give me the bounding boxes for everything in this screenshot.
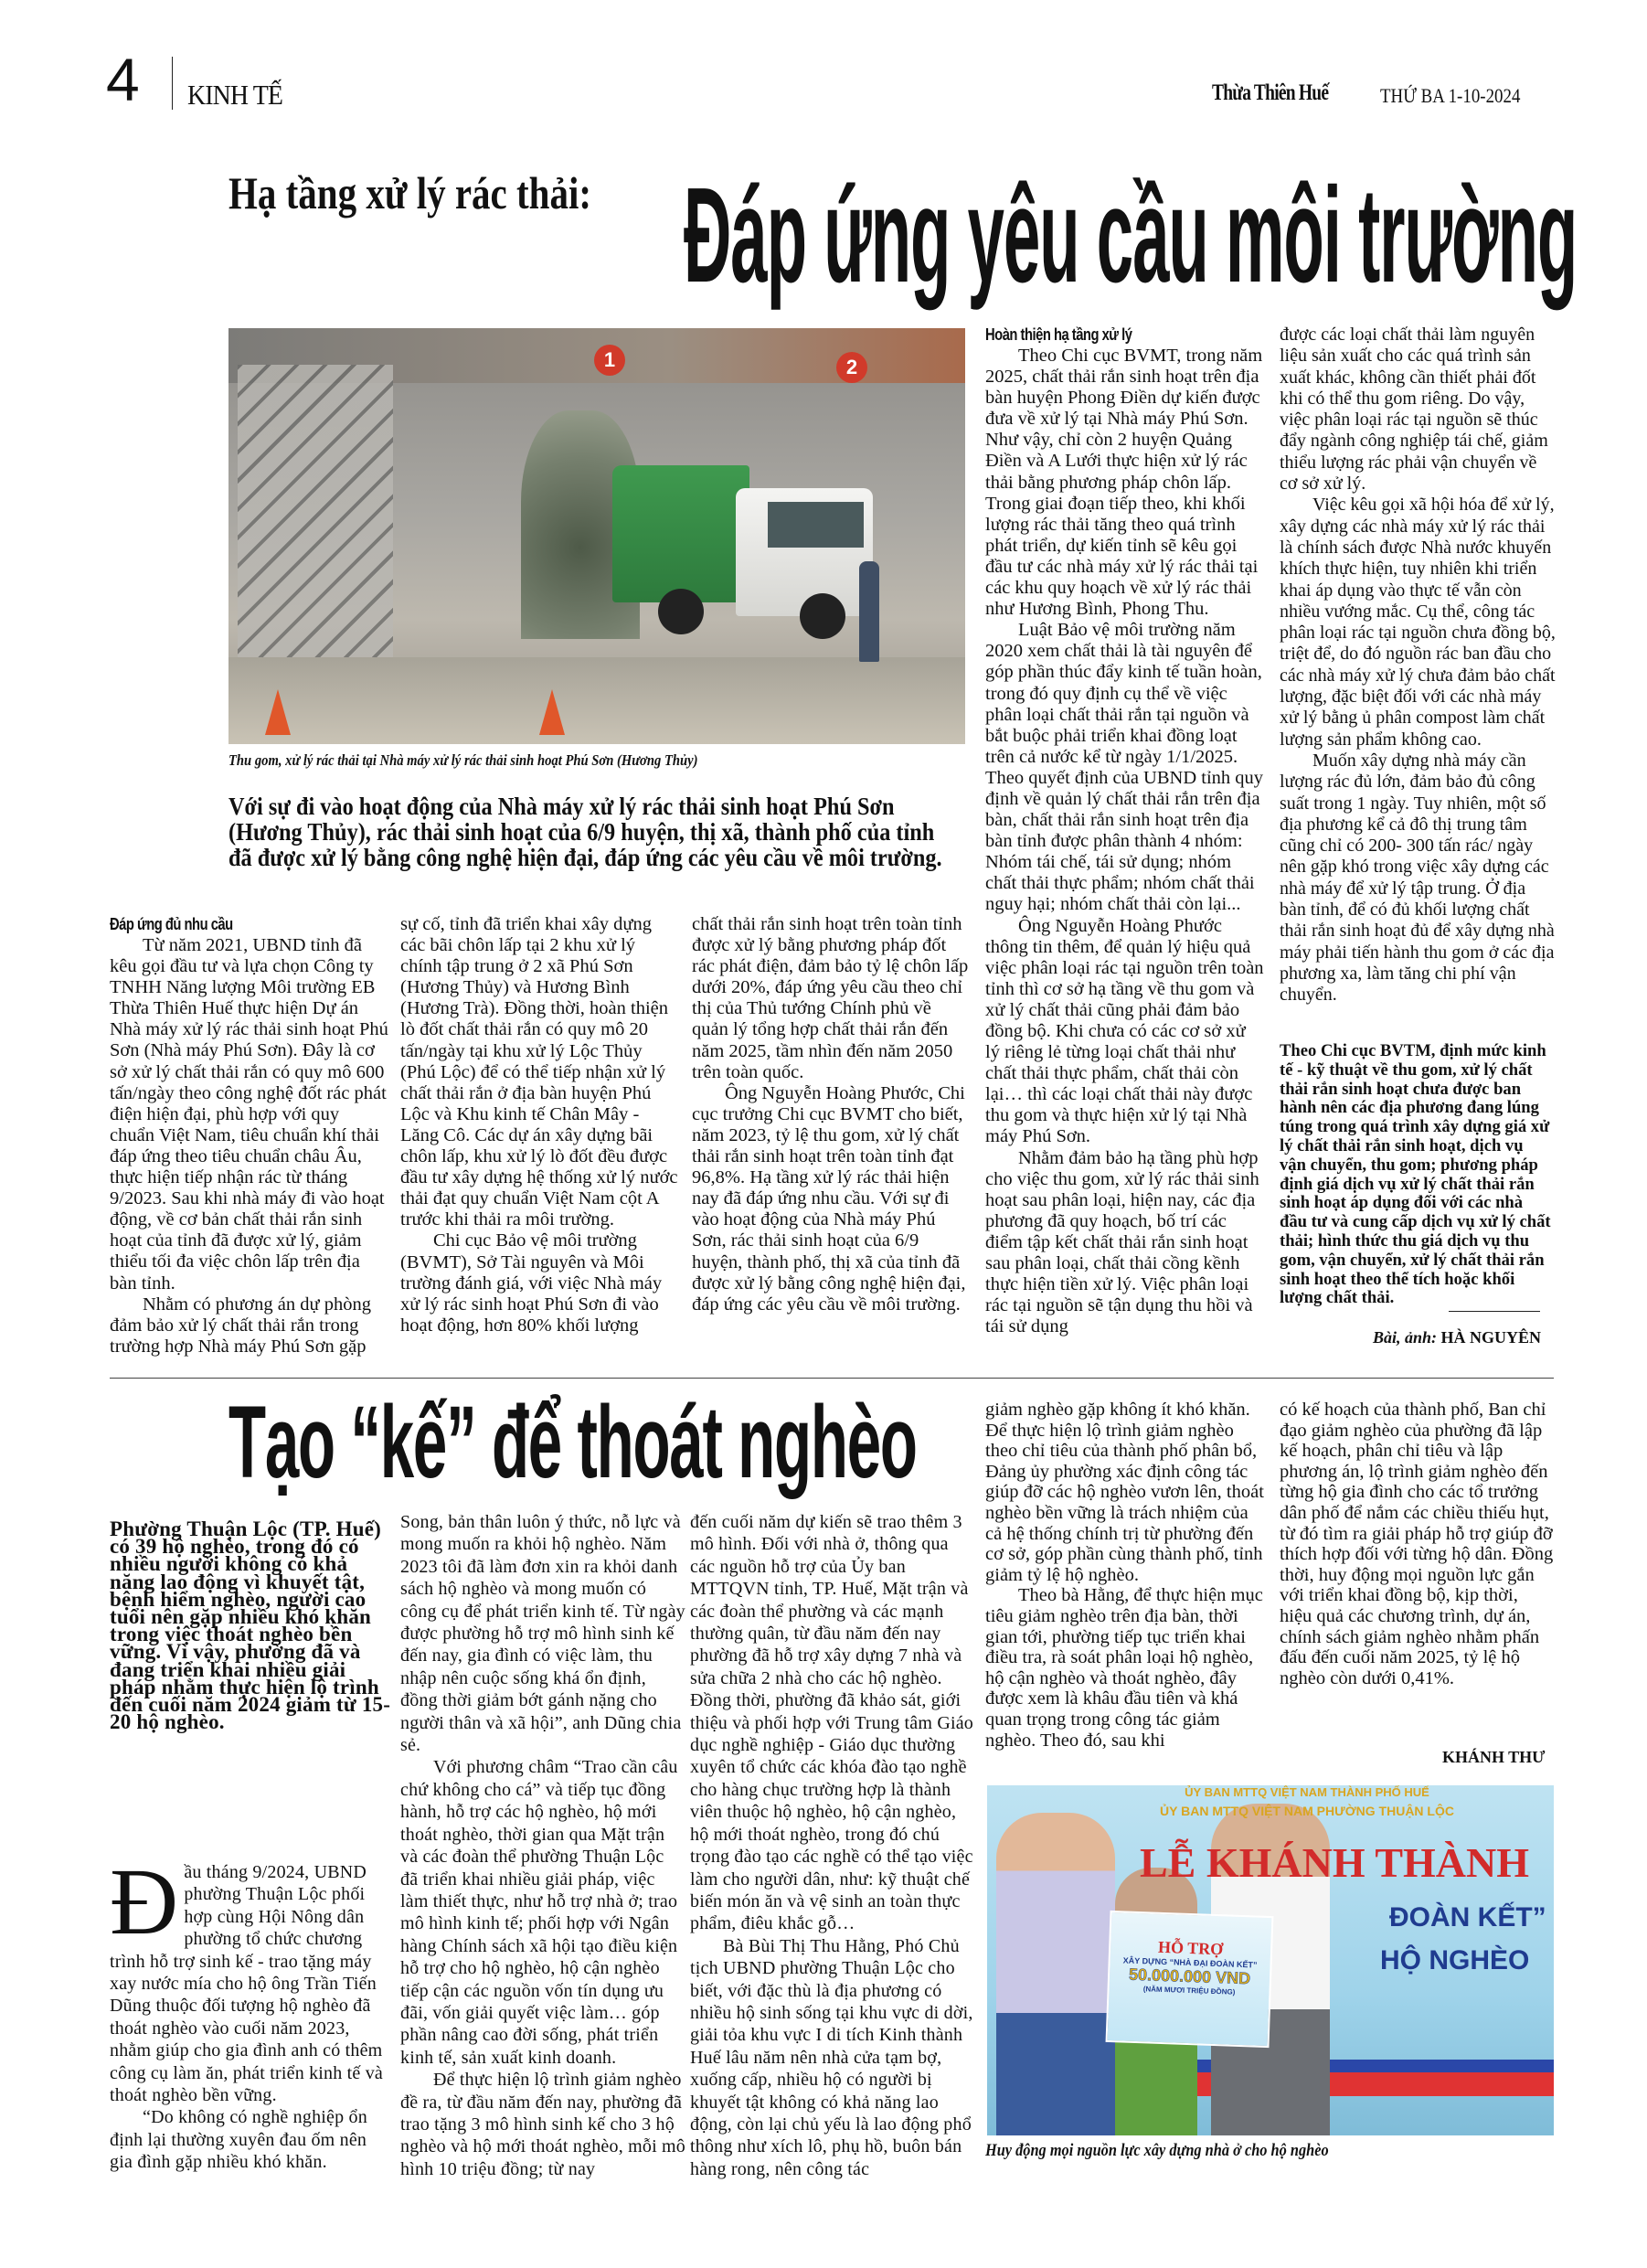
paragraph: có kế hoạch của thành phố, Ban chỉ đạo giảm nghèo của phường đã lập kế hoạch, phân chỉ tiêu và lập phương án, lộ trình giảm nghèo đến từng hộ gia đình cho các tổ trưởng dân phố để nắm các chiều thiếu hụt, từ đó tìm ra giải pháp hỗ trợ giúp đỡ thích hợp đối với từng hộ dân. Đồng thời, huy động mọi nguồn lực gắn với triển khai đồng bộ, kịp thời, hiệu quả các chương trình, dự án, chính sách giảm nghèo nhằm phấn đấu đến cuối năm 2025, tỷ lệ hộ nghèo còn dưới 0,41%. [1280, 1400, 1554, 1688]
sign-amount: 50.000.000 VND [1128, 1965, 1251, 1988]
article2-byline: KHÁNH THƯ [1442, 1748, 1546, 1766]
article2-column-2 [400, 1511, 685, 2180]
page-number: 4 [106, 46, 140, 113]
column-subheading: Đáp ứng đủ nhu cầu [110, 915, 233, 933]
banner-title: LỄ KHÁNH THÀNH [1140, 1839, 1529, 1886]
byline-label: Bài, ảnh: [1373, 1328, 1438, 1347]
banner-sub-2: HỘ NGHÈO [1380, 1945, 1530, 1975]
article1-title: Đáp ứng yêu cầu môi trường [684, 160, 1578, 311]
sign-words: (NĂM MƯƠI TRIỆU ĐỒNG) [1142, 1985, 1236, 1996]
paragraph: đến cuối năm dự kiến sẽ trao thêm 3 mô hình. Đối với nhà ở, thông qua các nguồn hỗ trợ của Ủy ban MTTQVN tỉnh, TP. Huế, Mặt trận và các đoàn thể phường và các mạnh thường quân, từ đầu năm đến nay phường đã hỗ trợ xây dựng 7 nhà và sửa chữa 2 nhà cho các hộ nghèo. Đồng thời, phường đã khảo sát, giới thiệu và phối hợp với Trung tâm Giáo dục nghề nghiệp - Giáo dục thường xuyên tổ chức các khóa đào tạo nghề cho hàng chục trường hợp là thành viên thuộc hộ nghèo, hộ cận nghèo, hộ mới thoát nghèo, trong đó chú trọng đào tạo các nghề có thể tạo việc làm cho người dân, như: kỹ thuật chế biến món ăn và vệ sinh an toàn thực phẩm, điêu khắc gỗ… [690, 1512, 974, 1934]
paragraph: Chi cục Bảo vệ môi trường (BVMT), Sở Tài nguyên và Môi trường đánh giá, với việc Nhà máy xử lý rác sinh hoạt Phú Sơn đi vào hoạt động, hơn 80% khối lượng [400, 1230, 663, 1336]
paragraph: Ông Nguyễn Hoàng Phước, Chi cục trưởng Chi cục BVMT cho biết, năm 2023, tỷ lệ thu gom, xử lý chất thải rắn sinh hoạt trên toàn tỉnh đạt 96,8%. Hạ tầng xử lý rác thải hiện nay đã đáp ứng nhu cầu. Với sự đi vào hoạt động của Nhà máy Phú Sơn, rác thải sinh hoạt của 6/9 huyện, thành phố, thị xã của tỉnh đã được xử lý bằng công nghệ hiện đại, đáp ứng các yêu cầu về môi trường. [692, 1082, 966, 1315]
traffic-cone [539, 689, 565, 735]
paragraph: sự cố, tỉnh đã triển khai xây dựng các bãi chôn lấp tại 2 khu xử lý chính tập trung ở 2 xã Phú Sơn (Hương Thủy) và Hương Bình (Hương Trà). Đồng thời, hoàn thiện lò đốt chất thải rắn có quy mô 20 tấn/ngày tại khu xử lý Lộc Thủy (Phú Lộc) để có thể tiếp nhận xử lý chất thải rắn ở địa bàn huyện Phú Lộc và Khu kinh tế Chân Mây - Lăng Cô. Các dự án xây dựng bãi chôn lấp, khu xử lý lò đốt đều được đầu tư xây dựng hệ thống xử lý nước thải đạt quy chuẩn Việt Nam cột A trước khi thải ra môi trường. [400, 914, 678, 1230]
article1-column-5 [1280, 325, 1556, 1006]
article2-photo [987, 1785, 1554, 2135]
traffic-cone [265, 689, 291, 735]
article1-column-3 [692, 914, 971, 1315]
paragraph: “Do không có nghề nghiệp ổn định lại thường xuyên đau ốm nên gia đình gặp nhiều khó khăn. [110, 2107, 367, 2173]
article1-photo-caption: Thu gom, xử lý rác thải tại Nhà máy xử lý rác thải sinh hoạt Phú Sơn (Hương Thủy) [228, 751, 698, 769]
truck-windshield [768, 502, 864, 548]
paragraph-text: ầu tháng 9/2024, UBND phường Thuận Lộc phối hợp cùng Hội Nông dân phường tổ chức chương trình hỗ trợ sinh kế - trao tặng máy xay nước mía cho hộ ông Trần Tiến Dũng thuộc đối tượng hộ nghèo đã thoát nghèo vào cuối năm 2023, nhằm giúp cho gia đình anh có thêm công cụ làm ăn, phát triển kinh tế và thoát nghèo bền vững. [110, 1862, 383, 2106]
paragraph: Bà Bùi Thị Thu Hằng, Phó Chủ tịch UBND phường Thuận Lộc cho biết, với đặc thù là địa phương có nhiều hộ sinh sống tại khu vực di dời, giải tỏa khu vực I di tích Kinh thành Huế lâu năm nên nhà cửa tạm bợ, xuống cấp, nhiều hộ có người bị khuyết tật không có khả năng lao động, còn lại chủ yếu là lao động phổ thông như xích lô, phụ hồ, buôn bán hàng rong, nên công tác [690, 1935, 973, 2179]
article1-highlight-box: Theo Chi cục BVTM, định mức kinh tế - kỹ thuật về thu gom, xử lý chất thải rắn sinh hoạt chưa được ban hành nên các địa phương đang lúng túng trong quá trình xây dựng giá xử lý chất thải rắn sinh hoạt, dịch vụ vận chuyển, thu gom; phương pháp định giá dịch vụ xử lý chất thải rắn sinh hoạt áp dụng đối với các nhà đầu tư và cung cấp dịch vụ xử lý chất thải; hình thức thu giá dịch vụ thu gom, vận chuyển, xử lý chất thải rắn sinh hoạt theo thể tích hoặc khối lượng chất thải. [1280, 1041, 1551, 1308]
article2-title: Tạo “kế” để thoát nghèo [228, 1385, 917, 1499]
article1-column-4 [985, 325, 1264, 1337]
banner-sub-1: ĐOÀN KẾT” [1389, 1902, 1546, 1933]
article1-kicker: Hạ tầng xử lý rác thải: [228, 167, 591, 218]
article1-column-2 [400, 914, 679, 1336]
section-name: KINH TẾ [187, 79, 282, 111]
paragraph: Việc kêu gọi xã hội hóa để xử lý, xây dựng các nhà máy xử lý rác thải là chính sách được Nhà nước khuyến khích thực hiện, tuy nhiên khi triển khai áp dụng vào thực tế vẫn còn nhiều vướng mắc. Cụ thể, công tác phân loại rác tại nguồn chưa đồng bộ, triệt để, do đó nguồn rác ban đầu cho các nhà máy xử lý chưa đảm bảo chất lượng, đặc biệt đối với các nhà máy xử lý bằng ủ phân compost làm chất lượng sản phẩm không cao. [1280, 495, 1556, 750]
byline-rule [1449, 1311, 1540, 1312]
truck-body [612, 465, 749, 602]
paragraph: Ông Nguyễn Hoàng Phước thông tin thêm, để quản lý hiệu quả việc phân loại rác tại nguồn trên toàn tỉnh thì cơ sở hạ tầng về thu gom và xử lý chất thải cũng phải đảm bảo đồng bộ. Khi chưa có các cơ sở xử lý riêng lẻ từng loại chất thải như chất thải thực phẩm, chất thải còn lại… thì các loại chất thải này được thu gom và thực hiện xử lý tại Nhà máy Phú Sơn. [985, 915, 1264, 1147]
article1-byline [1373, 1328, 1541, 1347]
paragraph: Luật Bảo vệ môi trường năm 2020 xem chất thải là tài nguyên để góp phần thúc đẩy kinh tế tuần hoàn, trong đó quy định cụ thể về việc phân loại chất thải rắn tại nguồn và bắt buộc phải triển khai đồng loạt trên cả nước kể từ ngày 1/1/2025. Theo quyết định của UBND tỉnh quy định về quản lý chất thải rắn trên địa bàn, chất thải rắn sinh hoạt trên địa bàn tỉnh được phân thành 4 nhóm: Nhóm tái chế, tái sử dụng; nhóm chất thải thực phẩm; nhóm chất thải nguy hại; nhóm chất thải còn lại... [985, 620, 1264, 915]
byline-author: HÀ NGUYÊN [1440, 1328, 1542, 1347]
paragraph: Nhằm đảm bảo hạ tầng phù hợp cho việc thu gom, xử lý rác thải sinh hoạt sau phân loại, hiện nay, các địa phương đã quy hoạch, bố trí các điểm tập kết chất thải rắn sinh hoạt sau phân loại, chất thải cồng kềnh thực hiện tiền xử lý. Việc phân loại rác tại nguồn sẽ tận dụng thu hồi và tái sử dụng [985, 1147, 1259, 1337]
column-subheading: Hoàn thiện hạ tầng xử lý [985, 325, 1132, 344]
paragraph: chất thải rắn sinh hoạt trên toàn tỉnh được xử lý bằng phương pháp đốt rác phát điện, đảm bảo tỷ lệ chôn lấp dưới 20%, đáp ứng yêu cầu theo chỉ thị của Thủ tướng Chính phủ về quản lý tổng hợp chất thải rắn đến năm 2025, tầm nhìn đến năm 2050 trên toàn quốc. [692, 914, 969, 1082]
paragraph: Muốn xây dựng nhà máy cần lượng rác đủ lớn, đảm bảo đủ công suất trong 1 ngày. Tuy nhiên, một số địa phương kể cả đô thị trung tâm cũng chỉ có 200- 300 tấn rác/ ngày nên gặp khó trong việc xây dựng các nhà máy để xử lý tập trung. Ở địa bàn tỉnh, để có đủ khối lượng chất thải rắn sinh hoạt đủ để xây dựng nhà máy phải tiến hành thu gom ở các địa phương xa, làm tăng chi phí vận chuyển. [1280, 750, 1555, 1006]
worker [859, 561, 879, 662]
person-left [996, 1813, 1115, 2135]
article2-column-3 [690, 1511, 975, 2180]
paragraph: Theo bà Hằng, để thực hiện mục tiêu giảm nghèo trên địa bàn, thời gian tới, phường tiếp tục triển khai điều tra, rà soát phân loại hộ nghèo, hộ cận nghèo và thoát nghèo, đây được xem là khâu đầu tiên và khá quan trọng trong công tác giảm nghèo. Theo đó, sau khi [985, 1585, 1263, 1751]
sign-2: 2 [836, 352, 867, 383]
paragraph: Song, bản thân luôn ý thức, nỗ lực và mong muốn ra khỏi hộ nghèo. Năm 2023 tôi đã làm đơn xin ra khỏi danh sách hộ nghèo và mong muốn có công cụ để phát triển kinh tế. Từ ngày được phường hỗ trợ mô hình sinh kế đến nay, gia đình có việc làm, thu nhập nên cuộc sống khá ổn định, đồng thời giảm bớt gánh nặng cho người thân và xã hội”, anh Dũng chia sẻ. [400, 1512, 685, 1756]
article1-column-1 [110, 914, 388, 1358]
paragraph: Nhằm có phương án dự phòng đảm bảo xử lý chất thải rắn trong trường hợp Nhà máy Phú Sơn gặp [110, 1294, 371, 1357]
sign-line: XÂY DỰNG “NHÀ ĐẠI ĐOÀN KẾT” [1122, 1955, 1258, 1970]
paragraph: Để thực hiện lộ trình giảm nghèo đề ra, từ đầu năm đến nay, phường đã trao tặng 3 mô hình sinh kế cho 3 hộ nghèo và hộ mới thoát nghèo, mỗi mô hình 10 triệu đồng; từ nay [400, 2070, 685, 2179]
paragraph: Theo Chi cục BVMT, trong năm 2025, chất thải rắn sinh hoạt trên địa bàn huyện Phong Điền dự kiến được đưa về xử lý tại Nhà máy Phú Sơn. Như vậy, chỉ còn 2 huyện Quảng Điền và A Lưới thực hiện xử lý rác thải bằng phương pháp chôn lấp. Trong giai đoạn tiếp theo, khi khối lượng rác thải tăng theo quá trình phát triển, dự kiến tỉnh sẽ kêu gọi đầu tư các nhà máy xử lý rác thải tại các khu quy hoạch về xử lý rác thải như Hương Bình, Phong Thu. [985, 346, 1263, 620]
issue-date: THỨ BA 1-10-2024 [1380, 84, 1521, 107]
paragraph: được các loại chất thải làm nguyên liệu sản xuất cho các quá trình sản xuất khác, không cần thiết phải đốt khi có thể thu gom riêng. Do vậy, việc phân loại rác tại nguồn sẽ thúc đẩy ngành công nghiệp tái chế, giảm thiểu lượng rác phải vận chuyển về cơ sở xử lý. [1280, 325, 1548, 495]
truck-wheel [658, 589, 704, 634]
article2-column-5 [1280, 1400, 1554, 1688]
floor [228, 657, 965, 744]
paragraph: Với phương châm “Trao cần câu chứ không cho cá” và tiếp tục đồng hành, hỗ trợ các hộ nghèo, hộ mới thoát nghèo, thời gian qua Mặt trận và các đoàn thể phường Thuận Lộc đã triển khai nhiều giải pháp, việc làm thiết thực, như hỗ trợ nhà ở; trao mô hình kinh tế; phối hợp với Ngân hàng Chính sách xã hội tạo điều kiện hỗ trợ cho hộ nghèo, hộ cận nghèo tiếp cận các nguồn vốn tín dụng ưu đãi, vốn giải quyết việc làm… góp phần nâng cao đời sống, phát triển kinh tế, sản xuất kinh doanh. [400, 1757, 678, 2068]
paragraph: Từ năm 2021, UBND tỉnh đã kêu gọi đầu tư và lựa chọn Công ty TNHH Năng lượng Môi trường EB Thừa Thiên Huế thực hiện Dự án Nhà máy xử lý rác thải sinh hoạt Phú Sơn (Nhà máy Phú Sơn). Đây là cơ sở xử lý chất thải rắn có quy mô 600 tấn/ngày theo công nghệ đốt rác phát điện hiện đại, phù hợp với quy chuẩn Việt Nam, tiêu chuẩn khí thải đáp ứng theo tiêu chuẩn châu Âu, thực hiện tiếp nhận rác từ tháng 9/2023. Sau khi nhà máy đi vào hoạt động, về cơ bản chất thải rắn sinh hoạt của tỉnh đã được xử lý, giảm thiểu tối đa việc chôn lấp trên địa bàn tỉnh. [110, 935, 388, 1294]
article1-photo [228, 328, 965, 744]
drop-cap: Đ [110, 1849, 179, 1954]
newspaper-name: Thừa Thiên Huế [1212, 80, 1329, 105]
truck-wheel [800, 593, 845, 639]
paragraph [110, 1849, 393, 2106]
paragraph: giảm nghèo gặp không ít khó khăn. Để thực hiện lộ trình giảm nghèo theo chỉ tiêu của thành phố phân bổ, Đảng ủy phường xác định công tác giúp đỡ các hộ nghèo vươn lên, thoát nghèo bền vững là trách nhiệm của cả hệ thống chính trị từ phường đến cơ sở, góp phần cùng thành phố, tỉnh giảm tỷ lệ hộ nghèo. [985, 1400, 1264, 1585]
support-sign [1106, 1911, 1274, 2048]
article2-column-1 [110, 1849, 393, 2174]
article2-photo-caption: Huy động mọi nguồn lực xây dựng nhà ở cho hộ nghèo [985, 2141, 1329, 2160]
staircase [238, 365, 393, 666]
banner-line-2: ỦY BAN MTTQ VIỆT NAM PHƯỜNG THUẬN LỘC [1160, 1804, 1454, 1818]
sign-title: HỖ TRỢ [1157, 1937, 1224, 1959]
article2-lead: Phường Thuận Lộc (TP. Huế) có 39 hộ nghèo, trong đó có nhiều người không có khả năng lao động vì khuyết tật, bệnh hiểm nghèo, người cao tuổi nên gặp nhiều khó khăn trong việc thoát nghèo bền vững. Vì vậy, phường đã và đang triển khai nhiều giải pháp nhằm thực hiện lộ trình đến cuối năm 2024 giảm từ 15- 20 hộ nghèo. [110, 1517, 391, 1734]
header-divider [172, 57, 173, 110]
banner-line-1: ỦY BAN MTTQ VIỆT NAM THÀNH PHỐ HUẾ [1185, 1785, 1429, 1799]
article2-column-4 [985, 1400, 1269, 1751]
article1-sapo: Với sự đi vào hoạt động của Nhà máy xử lý rác thải sinh hoạt Phú Sơn (Hương Thủy), rác thải sinh hoạt của 6/9 huyện, thị xã, thành phố của tỉnh đã được xử lý bằng công nghệ hiện đại, đáp ứng các yêu cầu về môi trường. [228, 793, 942, 871]
sign-1: 1 [594, 345, 625, 376]
